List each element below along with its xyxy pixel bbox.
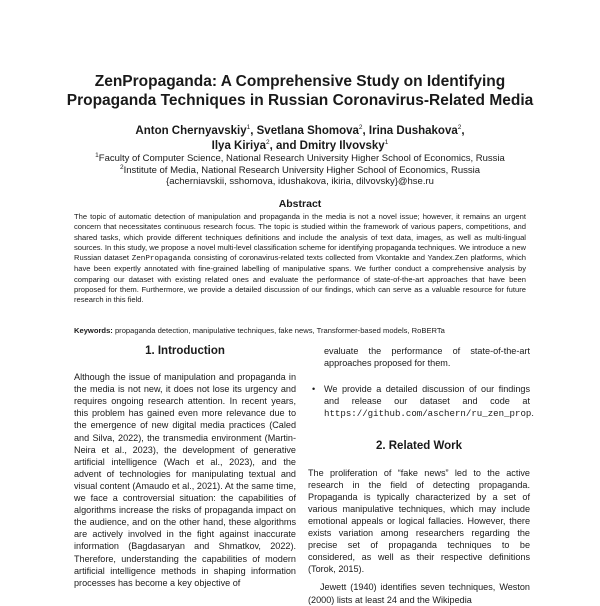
affil-mark: 1 [95,151,99,159]
author-separator: , [250,125,257,137]
repo-link[interactable]: https://github.com/aschern/ru_zen_prop [324,408,532,420]
author-affil-mark: 1 [246,124,251,132]
bullet-icon: • [312,384,316,395]
title-line-2: Propaganda Techniques in Russian Coronavirus-Related Media [66,92,534,109]
affiliation-text: Faculty of Computer Science, National Research University Higher School of Economics, Russia [98,153,505,164]
affiliation-line [60,165,540,177]
right-column [308,345,534,606]
left-column [74,345,296,589]
author-emails: {acherniavskii, sshomova, idushakova, ikiria, dilvovsky}@hse.ru [166,176,434,187]
abstract-text: The topic of automatic detection of manipulation and propaganda in the media is not a novel issue; however, it remains an urgent concern that necessitates continuous research focus. The topic is studied within the framework of various papers, competitions, and shared tasks, which provide different techniques definitions and include the analysis of text data, images, as well as multi-lingual sources. In this study, we propose a novel multi-level classification scheme for identifying propaganda techniques. We introduce a new Russian dataset [74,212,526,263]
affiliations [60,153,540,188]
author-affil-mark: 2 [266,139,270,147]
author-separator: , [362,125,369,137]
intro-paragraph: Although the issue of manipulation and propaganda in the media is not new, it does not lose its urgency and requires ongoing research attention. In recent years, this problem has gained even more relevance due to the emergence of new digital media practices (Caled and Silva, 2022), the transmedia environment (Martin-Neira et al., 2023), the development of generative artificial intelligence (Wach et al., 2023), and the advent of technologies for manipulating textual and visual content (Amaudo et al., 2021). At the same time, we face a controversial situation: the capabilities of algorithms increase the risks of propaganda impact on the audience, and on the other hand, these algorithms are actively involved in the fight against inaccurate information (Bagdasaryan and Shmatkov, 2022). Therefore, understanding the capabilities of modern artificial intelligence methods in shaping information processes has become a key objective of [74,372,296,588]
author-affil-mark: 2 [457,124,462,132]
abstract-body [74,212,526,306]
author-name: Dmitry Ilvovsky [299,140,385,152]
related-paragraph: The proliferation of “fake news” led to the active research in the field of detecting propaganda. Propaganda is typically characterized by a set of various manipulative techniques, which may include emotional appeals or logical fallacies. However, there exists variation among researchers regarding the precise set of propaganda techniques to be considered, as well as their respective definitions (Torok, 2015). [308,467,530,575]
section-heading-related-work: 2. Related Work [375,440,463,453]
author-name: Svetlana Shomova [256,125,359,137]
author-separator: , [461,125,465,137]
affiliation-line [60,153,540,165]
affil-mark: 2 [119,163,124,171]
bullet-text-end: . [531,408,534,419]
keywords-text: propaganda detection, manipulative techniques, fake news, Transformer-based models, RoBERTa [112,326,445,335]
keywords-label: Keywords: [74,326,113,335]
abstract-text: consisting of coronavirus-related texts collected from Vkontakte and Yandex.Zen platforms, which have been expertly annotated with fine-grained labelling of manipulative spans. We further conduct a comprehensive analysis by comparing our dataset with existing related ones and evaluate the performance of state-of-the-art approaches that have been proposed for them. Furthermore, we provide a detailed discussion of our findings, which can serve as a valuable resource for future research in this field. [74,253,526,305]
related-paragraph: Jewett (1940) identifies seven techniques, Weston (2000) lists at least 24 and the Wikipedia [308,582,530,605]
author-name: Ilya Kiriya [211,140,267,152]
author-separator: , and [269,140,300,152]
section-heading-introduction: 1. Introduction [145,345,225,357]
author-affil-mark: 1 [384,139,389,147]
author-name: Irina Dushakova [368,125,458,137]
affiliation-text: Institute of Media, National Research University Higher School of Economics, Russia [123,164,481,176]
contribution-bullet [308,383,534,420]
author-affil-mark: 2 [358,124,363,132]
author-list [60,124,540,154]
bullet-text: We provide a detailed discussion of our findings and release our dataset and code at [324,384,530,407]
title-line-1: ZenPropaganda: A Comprehensive Study on Identifying [94,73,506,90]
abstract-heading: Abstract [278,198,322,210]
dataset-name: ZenPropaganda [131,255,191,264]
author-name: Anton Chernyavskiy [135,125,247,137]
paper-title [40,72,560,110]
contribution-text: evaluate the performance of state-of-the-art approaches proposed for them. [324,346,530,369]
keywords [74,326,526,336]
contribution-continued [308,345,530,369]
